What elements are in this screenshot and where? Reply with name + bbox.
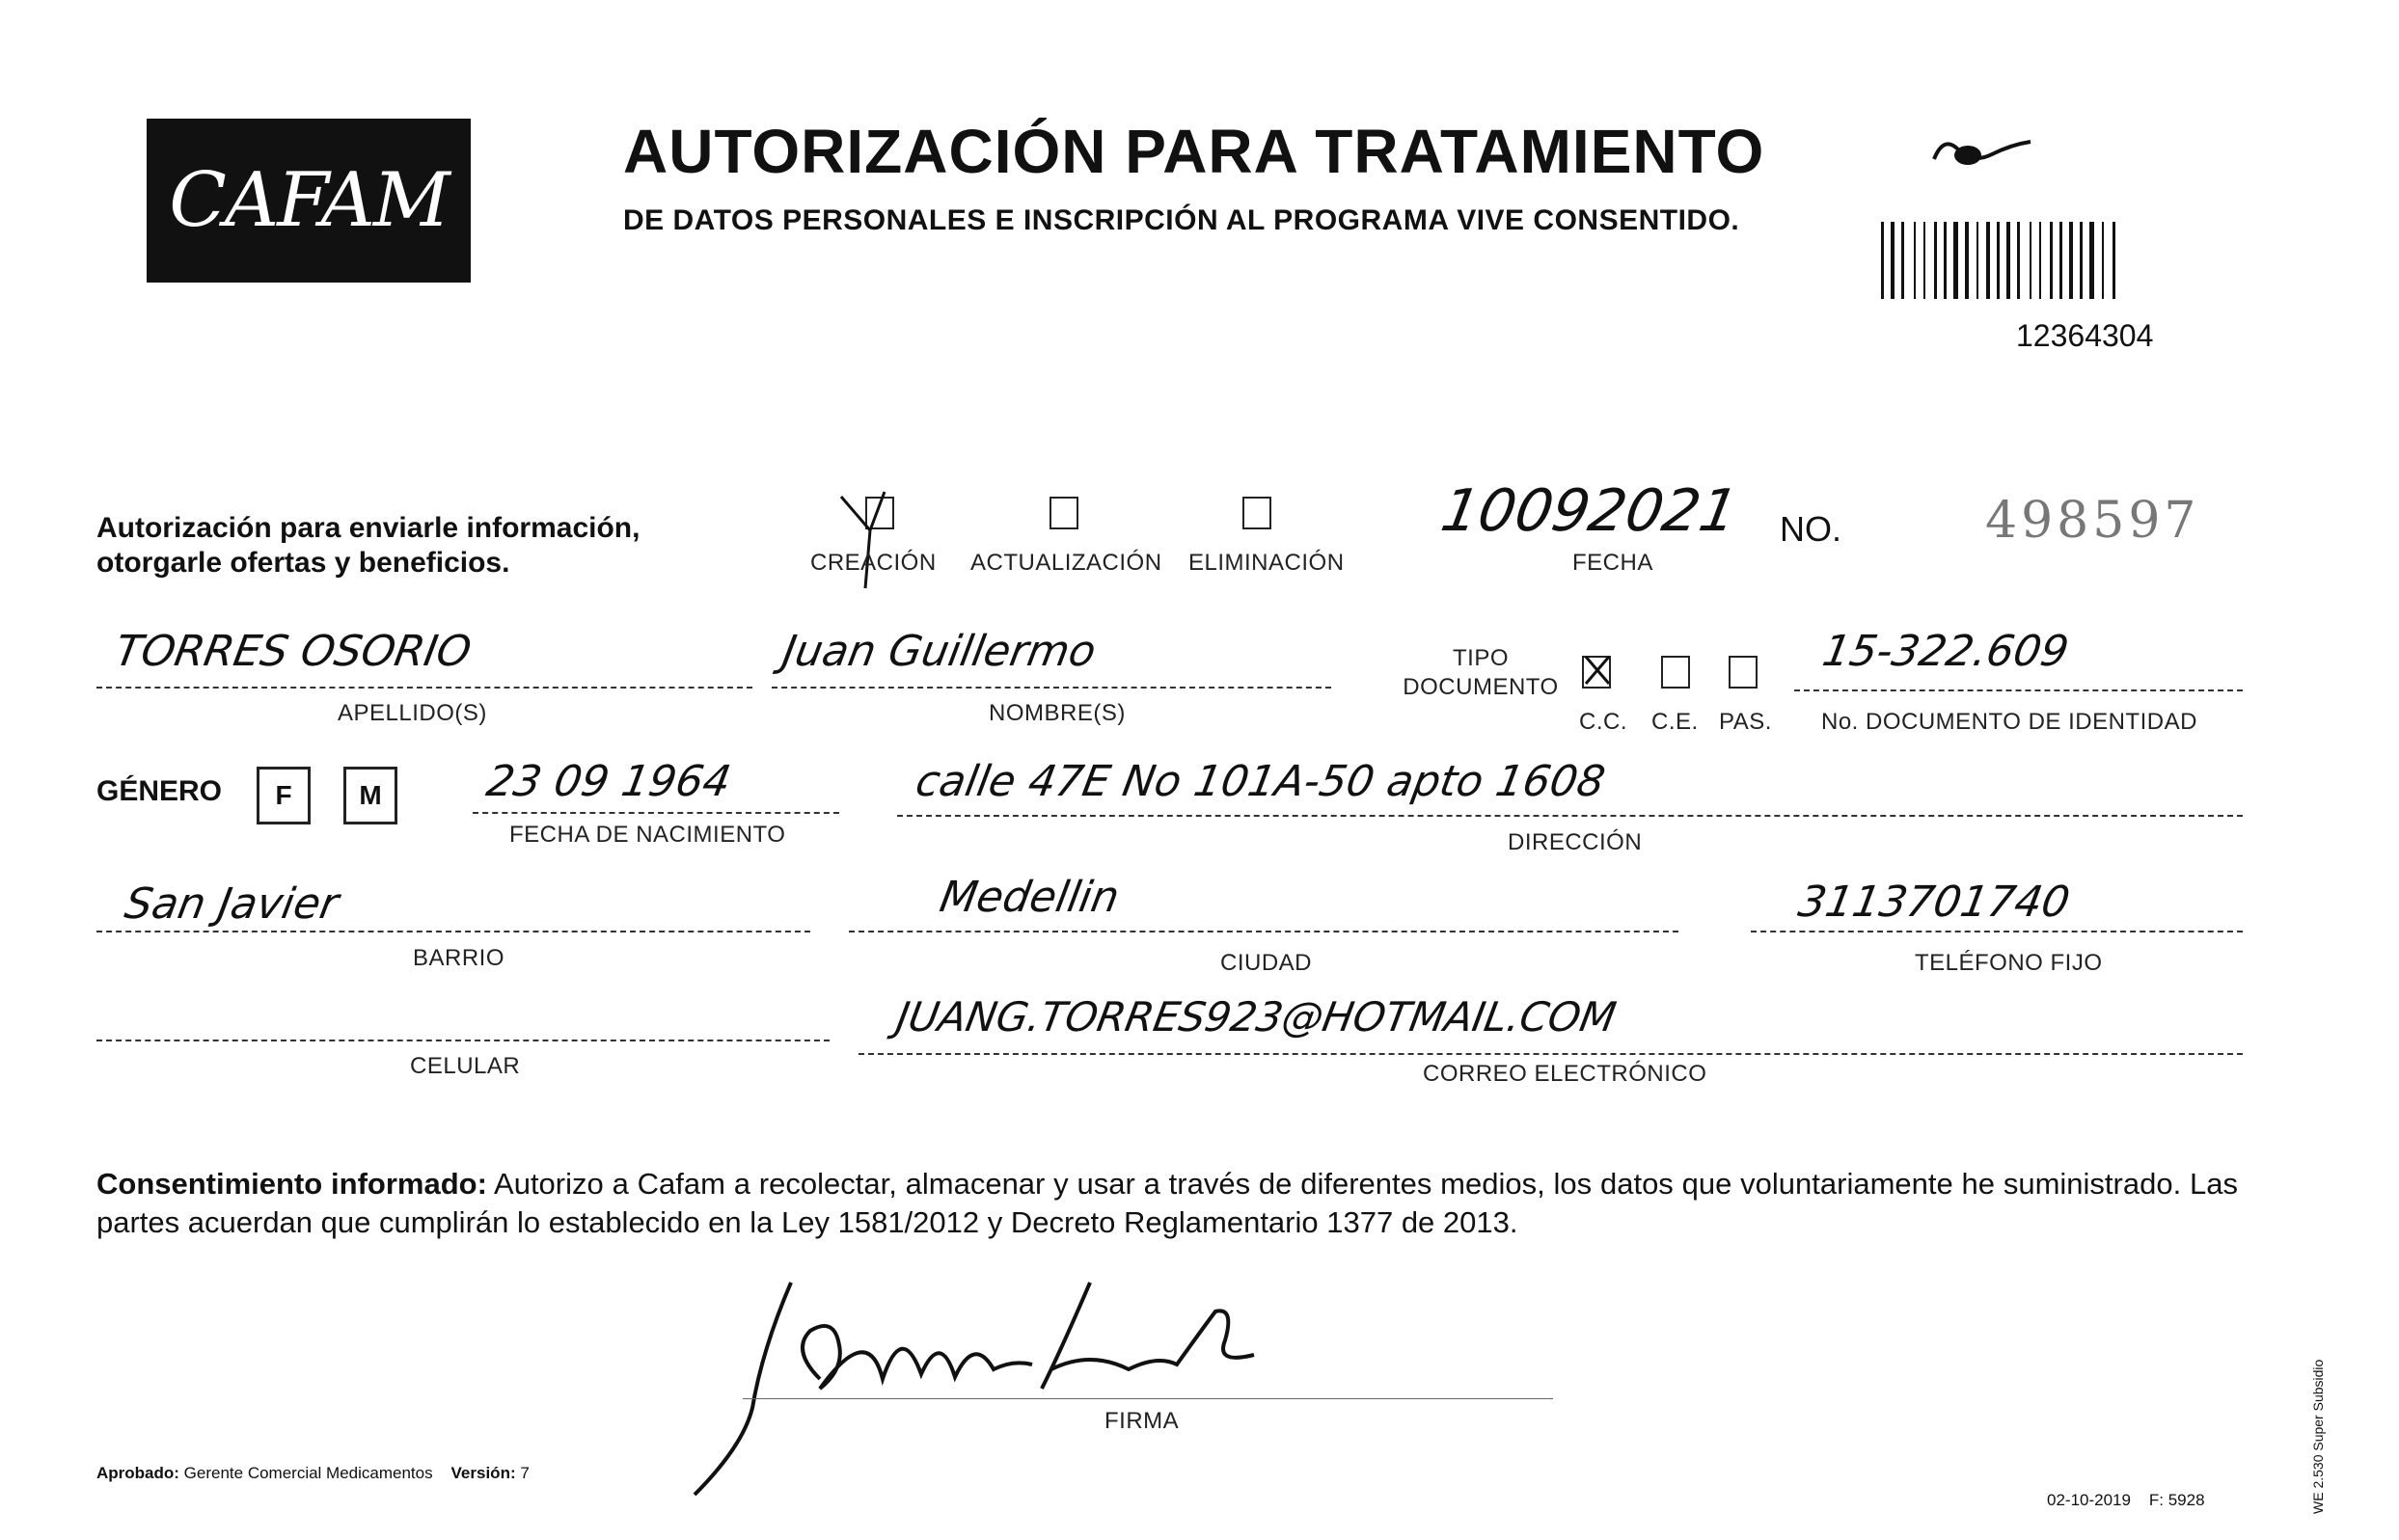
fecha-label: FECHA (1572, 550, 1653, 576)
direccion-label: DIRECCIÓN (1508, 829, 1643, 855)
celular-line[interactable] (96, 1040, 830, 1041)
option-creacion: CREACIÓN (810, 550, 937, 576)
direccion-value[interactable]: calle 47E No 101A-50 apto 1608 (912, 757, 1609, 806)
pas-checkbox[interactable] (1729, 656, 1758, 689)
telefono-label: TELÉFONO FIJO (1915, 950, 2103, 976)
footer-approval (96, 1464, 530, 1483)
date-code: 02-10-2019 (2047, 1491, 2131, 1509)
celular-label: CELULAR (410, 1053, 521, 1079)
ciudad-label: CIUDAD (1220, 950, 1313, 976)
nacimiento-value[interactable]: 23 09 1964 (482, 757, 735, 806)
firma-label: FIRMA (1104, 1408, 1180, 1434)
genero-m-box[interactable]: M (343, 767, 397, 824)
option-actualizacion: ACTUALIZACIÓN (970, 550, 1162, 576)
form-code: F: 5928 (2148, 1491, 2205, 1509)
nombres-value[interactable]: Juan Guillermo (778, 627, 1100, 676)
signature-icon (675, 1263, 1350, 1514)
nacimiento-label: FECHA DE NACIMIENTO (509, 822, 786, 848)
cafam-logo (147, 119, 471, 283)
tipo-ce: C.E. (1651, 709, 1699, 735)
aprobado-label: Aprobado: (96, 1464, 179, 1482)
barcode-icon (1881, 222, 2267, 299)
version-value: 7 (520, 1464, 530, 1482)
telefono-value[interactable]: 3113701740 (1794, 878, 2074, 927)
ce-checkbox[interactable] (1661, 656, 1690, 689)
barcode-number: 12364304 (2016, 318, 2154, 353)
apellidos-value[interactable]: TORRES OSORIO (111, 627, 476, 676)
form-subtitle: DE DATOS PERSONALES E INSCRIPCIÓN AL PROGRAMA VIVE CONSENTIDO. (623, 204, 1740, 236)
footer-codes (2047, 1491, 2205, 1510)
actualizacion-checkbox[interactable] (1050, 497, 1078, 529)
no-label: NO. (1780, 509, 1842, 549)
genero-f-box[interactable]: F (257, 767, 311, 824)
documento-label: No. DOCUMENTO DE IDENTIDAD (1821, 709, 2197, 735)
eye-icon (1929, 130, 2035, 178)
option-eliminacion: ELIMINACIÓN (1188, 550, 1345, 576)
tipo-cc: C.C. (1579, 709, 1627, 735)
no-value: 498597 (1985, 492, 2200, 550)
aprobado-value: Gerente Comercial Medicamentos (183, 1464, 433, 1482)
consent-heading: Consentimiento informado: (96, 1167, 487, 1201)
consent-paragraph (96, 1165, 2238, 1242)
form-title: AUTORIZACIÓN PARA TRATAMIENTO (623, 117, 1765, 186)
authorization-intro: Autorización para enviarle información, otorgarle ofertas y beneficios. (96, 512, 641, 579)
genero-label: GÉNERO (96, 775, 223, 807)
tipo-documento-label: TIPO DOCUMENTO (1403, 645, 1559, 700)
fecha-value[interactable]: 10092021 (1435, 477, 1743, 545)
correo-value[interactable]: JUANG.TORRES923@HOTMAIL.COM (892, 993, 1620, 1040)
barrio-label: BARRIO (413, 945, 505, 971)
correo-label: CORREO ELECTRÓNICO (1423, 1061, 1707, 1087)
eliminacion-checkbox[interactable] (1242, 497, 1271, 529)
side-text: WE 2.530 Super Subsidio (2310, 1359, 2326, 1514)
apellidos-label: APELLIDO(S) (338, 700, 487, 726)
logo-text: CAFAM (169, 157, 449, 244)
consent-text: Autorizo a Cafam a recolectar, almacenar y usar a través de diferentes medios, los datos que voluntariamente he suministrado. Las partes acuerdan que cumplirán lo establecido en la Ley 1581/2012 y Decreto Reglamentario 1377 de 2013. (96, 1167, 2238, 1239)
version-label: Versión: (450, 1464, 516, 1482)
signature-line[interactable] (743, 1398, 1553, 1399)
documento-value[interactable]: 15-322.609 (1818, 627, 2073, 676)
check-mark-icon (831, 487, 909, 593)
barrio-value[interactable]: San Javier (121, 879, 342, 929)
x-mark-icon (1580, 651, 1615, 689)
nombres-label: NOMBRE(S) (989, 700, 1126, 726)
ciudad-value[interactable]: Medellin (936, 873, 1124, 922)
tipo-pas: PAS. (1719, 709, 1772, 735)
